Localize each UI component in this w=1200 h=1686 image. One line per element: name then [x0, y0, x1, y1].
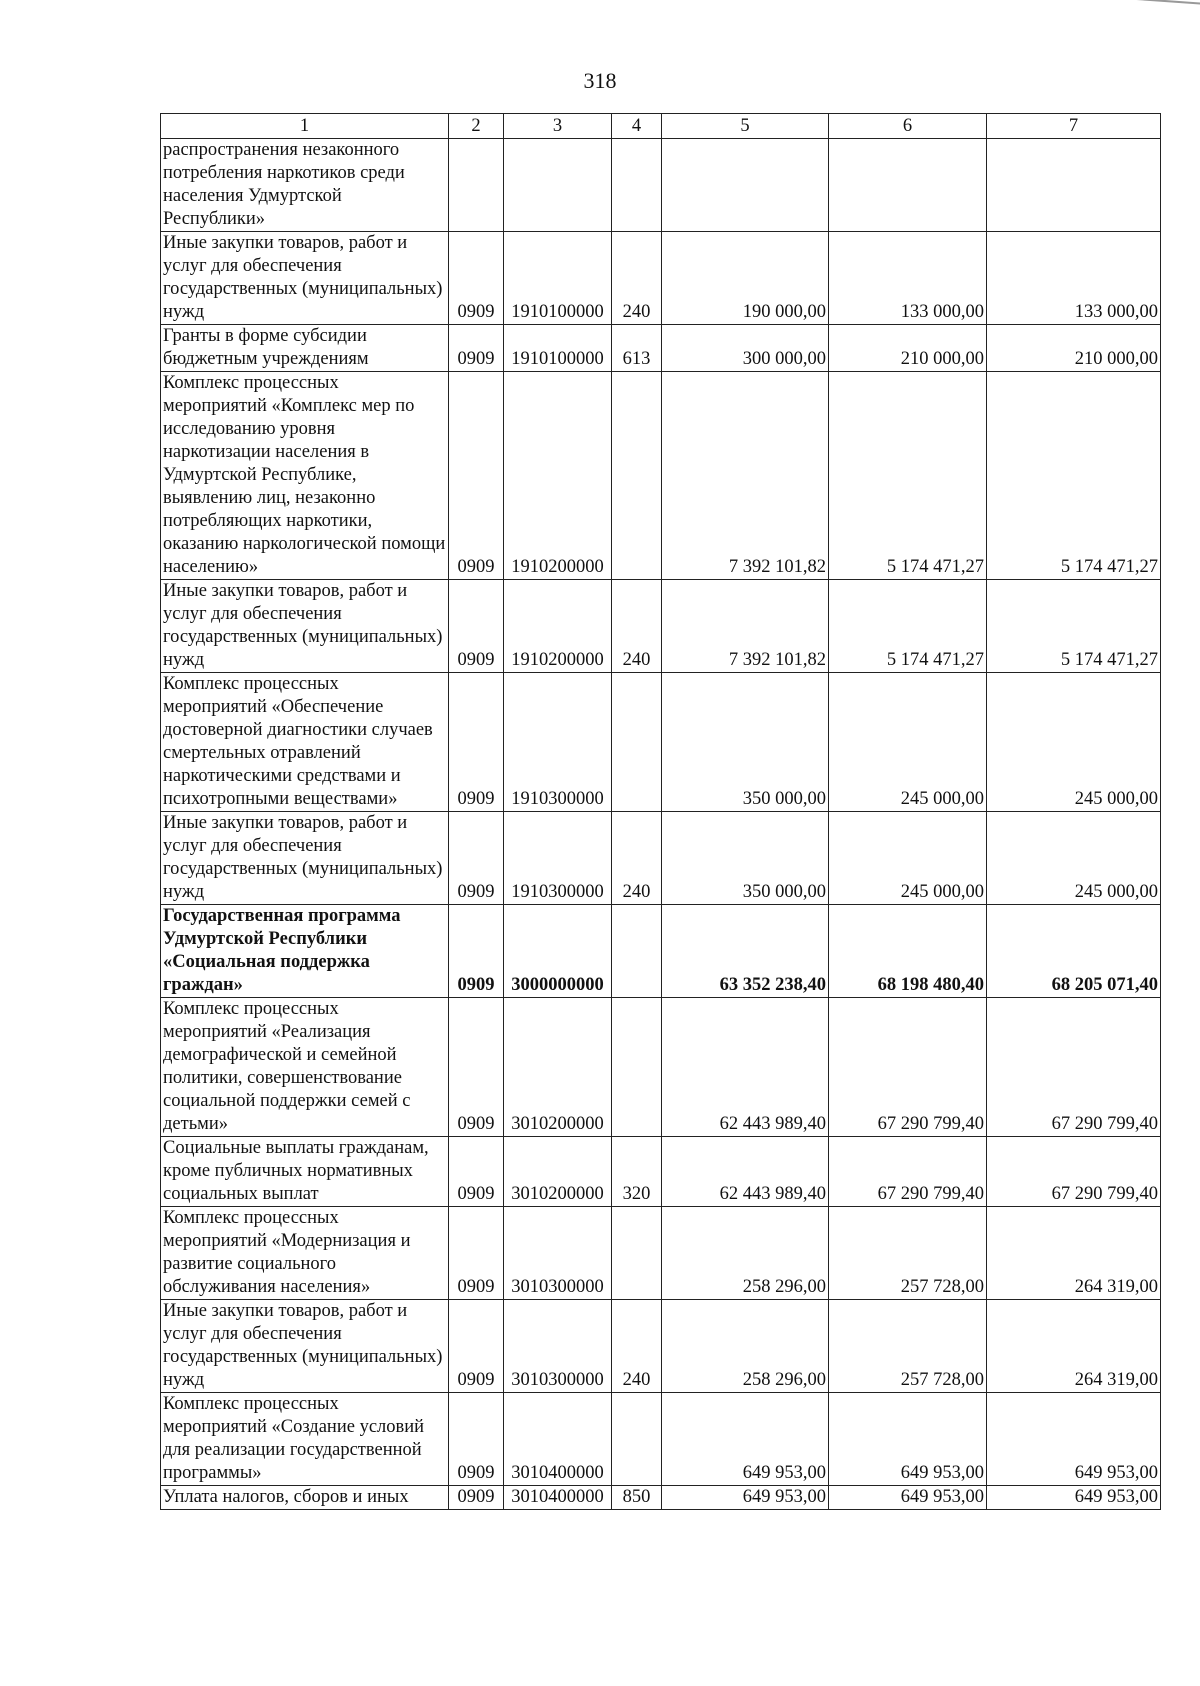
target-article-cell: 3010300000: [504, 1300, 612, 1393]
amount-col5-cell: 190 000,00: [662, 232, 829, 325]
row-name-cell: Комплекс процессных мероприятий «Комплекс мер по исследованию уровня наркотизации населения в Удмуртской Республике, выявлению лиц, незаконно потребляющих наркотики, оказанию наркологической помощи населению»: [161, 372, 449, 580]
expense-type-cell: [612, 905, 662, 998]
amount-col6-cell: [829, 139, 987, 232]
section-code-cell: 0909: [449, 1137, 504, 1207]
amount-col7-cell: [987, 139, 1161, 232]
amount-col7-cell: 5 174 471,27: [987, 372, 1161, 580]
amount-col5-cell: 350 000,00: [662, 673, 829, 812]
amount-col6-cell: 649 953,00: [829, 1486, 987, 1510]
target-article-cell: 1910300000: [504, 812, 612, 905]
table-row: [161, 1137, 1161, 1207]
amount-col5-cell: 7 392 101,82: [662, 372, 829, 580]
header-cell: 5: [662, 114, 829, 139]
section-code-cell: 0909: [449, 905, 504, 998]
table-row: [161, 812, 1161, 905]
amount-col5-cell: 258 296,00: [662, 1207, 829, 1300]
table-row: [161, 139, 1161, 232]
table-row: [161, 998, 1161, 1137]
expense-type-cell: 320: [612, 1137, 662, 1207]
row-name-cell: распространения незаконного потребления наркотиков среди населения Удмуртской Республики»: [161, 139, 449, 232]
expense-type-cell: 240: [612, 1300, 662, 1393]
amount-col7-cell: 264 319,00: [987, 1300, 1161, 1393]
amount-col6-cell: 5 174 471,27: [829, 580, 987, 673]
amount-col5-cell: 649 953,00: [662, 1486, 829, 1510]
expense-type-cell: [612, 998, 662, 1137]
target-article-cell: 3010300000: [504, 1207, 612, 1300]
amount-col6-cell: 68 198 480,40: [829, 905, 987, 998]
row-name-cell: Комплекс процессных мероприятий «Создание условий для реализации государственной программы»: [161, 1393, 449, 1486]
expense-type-cell: 850: [612, 1486, 662, 1510]
amount-col5-cell: 62 443 989,40: [662, 1137, 829, 1207]
amount-col7-cell: 133 000,00: [987, 232, 1161, 325]
row-name-cell: Гранты в форме субсидии бюджетным учреждениям: [161, 325, 449, 372]
target-article-cell: 1910200000: [504, 580, 612, 673]
table-row: [161, 580, 1161, 673]
header-cell: 6: [829, 114, 987, 139]
amount-col7-cell: 67 290 799,40: [987, 1137, 1161, 1207]
scan-artifact: [1130, 0, 1200, 10]
section-code-cell: 0909: [449, 325, 504, 372]
amount-col7-cell: 210 000,00: [987, 325, 1161, 372]
amount-col5-cell: 350 000,00: [662, 812, 829, 905]
section-code-cell: 0909: [449, 673, 504, 812]
amount-col7-cell: 649 953,00: [987, 1393, 1161, 1486]
amount-col6-cell: 67 290 799,40: [829, 1137, 987, 1207]
table-row: [161, 905, 1161, 998]
amount-col5-cell: 7 392 101,82: [662, 580, 829, 673]
header-cell: 3: [504, 114, 612, 139]
expense-type-cell: [612, 139, 662, 232]
amount-col6-cell: 649 953,00: [829, 1393, 987, 1486]
row-name-cell: Иные закупки товаров, работ и услуг для обеспечения государственных (муниципальных) нужд: [161, 232, 449, 325]
table-row: [161, 1207, 1161, 1300]
amount-col7-cell: 264 319,00: [987, 1207, 1161, 1300]
target-article-cell: 1910100000: [504, 325, 612, 372]
row-name-cell: Комплекс процессных мероприятий «Обеспечение достоверной диагностики случаев смертельных отравлений наркотическими средствами и психотропными веществами»: [161, 673, 449, 812]
amount-col5-cell: [662, 139, 829, 232]
table-row: [161, 673, 1161, 812]
table-row: [161, 372, 1161, 580]
amount-col7-cell: 245 000,00: [987, 812, 1161, 905]
amount-col6-cell: 257 728,00: [829, 1300, 987, 1393]
target-article-cell: 3010200000: [504, 1137, 612, 1207]
table-row: [161, 1486, 1161, 1510]
amount-col5-cell: 649 953,00: [662, 1393, 829, 1486]
target-article-cell: 1910100000: [504, 232, 612, 325]
amount-col7-cell: 245 000,00: [987, 673, 1161, 812]
row-name-cell: Государственная программа Удмуртской Республики «Социальная поддержка граждан»: [161, 905, 449, 998]
target-article-cell: 1910200000: [504, 372, 612, 580]
amount-col6-cell: 245 000,00: [829, 673, 987, 812]
section-code-cell: 0909: [449, 998, 504, 1137]
row-name-cell: Иные закупки товаров, работ и услуг для обеспечения государственных (муниципальных) нужд: [161, 1300, 449, 1393]
header-row: [161, 114, 1161, 139]
row-name-cell: Комплекс процессных мероприятий «Модернизация и развитие социального обслуживания населения»: [161, 1207, 449, 1300]
page-number: 318: [583, 68, 617, 93]
target-article-cell: 3000000000: [504, 905, 612, 998]
amount-col7-cell: 67 290 799,40: [987, 998, 1161, 1137]
amount-col5-cell: 63 352 238,40: [662, 905, 829, 998]
amount-col5-cell: 62 443 989,40: [662, 998, 829, 1137]
row-name-cell: Социальные выплаты гражданам, кроме публичных нормативных социальных выплат: [161, 1137, 449, 1207]
section-code-cell: 0909: [449, 1207, 504, 1300]
expense-type-cell: [612, 372, 662, 580]
header-cell: 7: [987, 114, 1161, 139]
table-row: [161, 325, 1161, 372]
row-name-cell: Иные закупки товаров, работ и услуг для обеспечения государственных (муниципальных) нужд: [161, 580, 449, 673]
target-article-cell: 3010400000: [504, 1393, 612, 1486]
row-name-cell: Иные закупки товаров, работ и услуг для обеспечения государственных (муниципальных) нужд: [161, 812, 449, 905]
expense-type-cell: 613: [612, 325, 662, 372]
expense-type-cell: 240: [612, 580, 662, 673]
row-name-cell: Уплата налогов, сборов и иных: [161, 1486, 449, 1510]
target-article-cell: 3010400000: [504, 1486, 612, 1510]
budget-table: [160, 113, 1161, 1510]
row-name-cell: Комплекс процессных мероприятий «Реализация демографической и семейной политики, совершенствование социальной поддержки семей с детьми»: [161, 998, 449, 1137]
section-code-cell: 0909: [449, 812, 504, 905]
expense-type-cell: 240: [612, 232, 662, 325]
amount-col6-cell: 245 000,00: [829, 812, 987, 905]
table-row: [161, 232, 1161, 325]
amount-col5-cell: 258 296,00: [662, 1300, 829, 1393]
target-article-cell: 3010200000: [504, 998, 612, 1137]
header-cell: 1: [161, 114, 449, 139]
section-code-cell: 0909: [449, 372, 504, 580]
header-cell: 2: [449, 114, 504, 139]
target-article-cell: [504, 139, 612, 232]
section-code-cell: 0909: [449, 1486, 504, 1510]
target-article-cell: 1910300000: [504, 673, 612, 812]
amount-col7-cell: 5 174 471,27: [987, 580, 1161, 673]
amount-col6-cell: 257 728,00: [829, 1207, 987, 1300]
section-code-cell: 0909: [449, 232, 504, 325]
header-cell: 4: [612, 114, 662, 139]
section-code-cell: [449, 139, 504, 232]
expense-type-cell: 240: [612, 812, 662, 905]
table-row: [161, 1393, 1161, 1486]
amount-col7-cell: 68 205 071,40: [987, 905, 1161, 998]
table-row: [161, 1300, 1161, 1393]
section-code-cell: 0909: [449, 1300, 504, 1393]
amount-col7-cell: 649 953,00: [987, 1486, 1161, 1510]
amount-col6-cell: 210 000,00: [829, 325, 987, 372]
expense-type-cell: [612, 673, 662, 812]
amount-col6-cell: 67 290 799,40: [829, 998, 987, 1137]
amount-col6-cell: 5 174 471,27: [829, 372, 987, 580]
section-code-cell: 0909: [449, 1393, 504, 1486]
expense-type-cell: [612, 1393, 662, 1486]
expense-type-cell: [612, 1207, 662, 1300]
amount-col5-cell: 300 000,00: [662, 325, 829, 372]
amount-col6-cell: 133 000,00: [829, 232, 987, 325]
section-code-cell: 0909: [449, 580, 504, 673]
